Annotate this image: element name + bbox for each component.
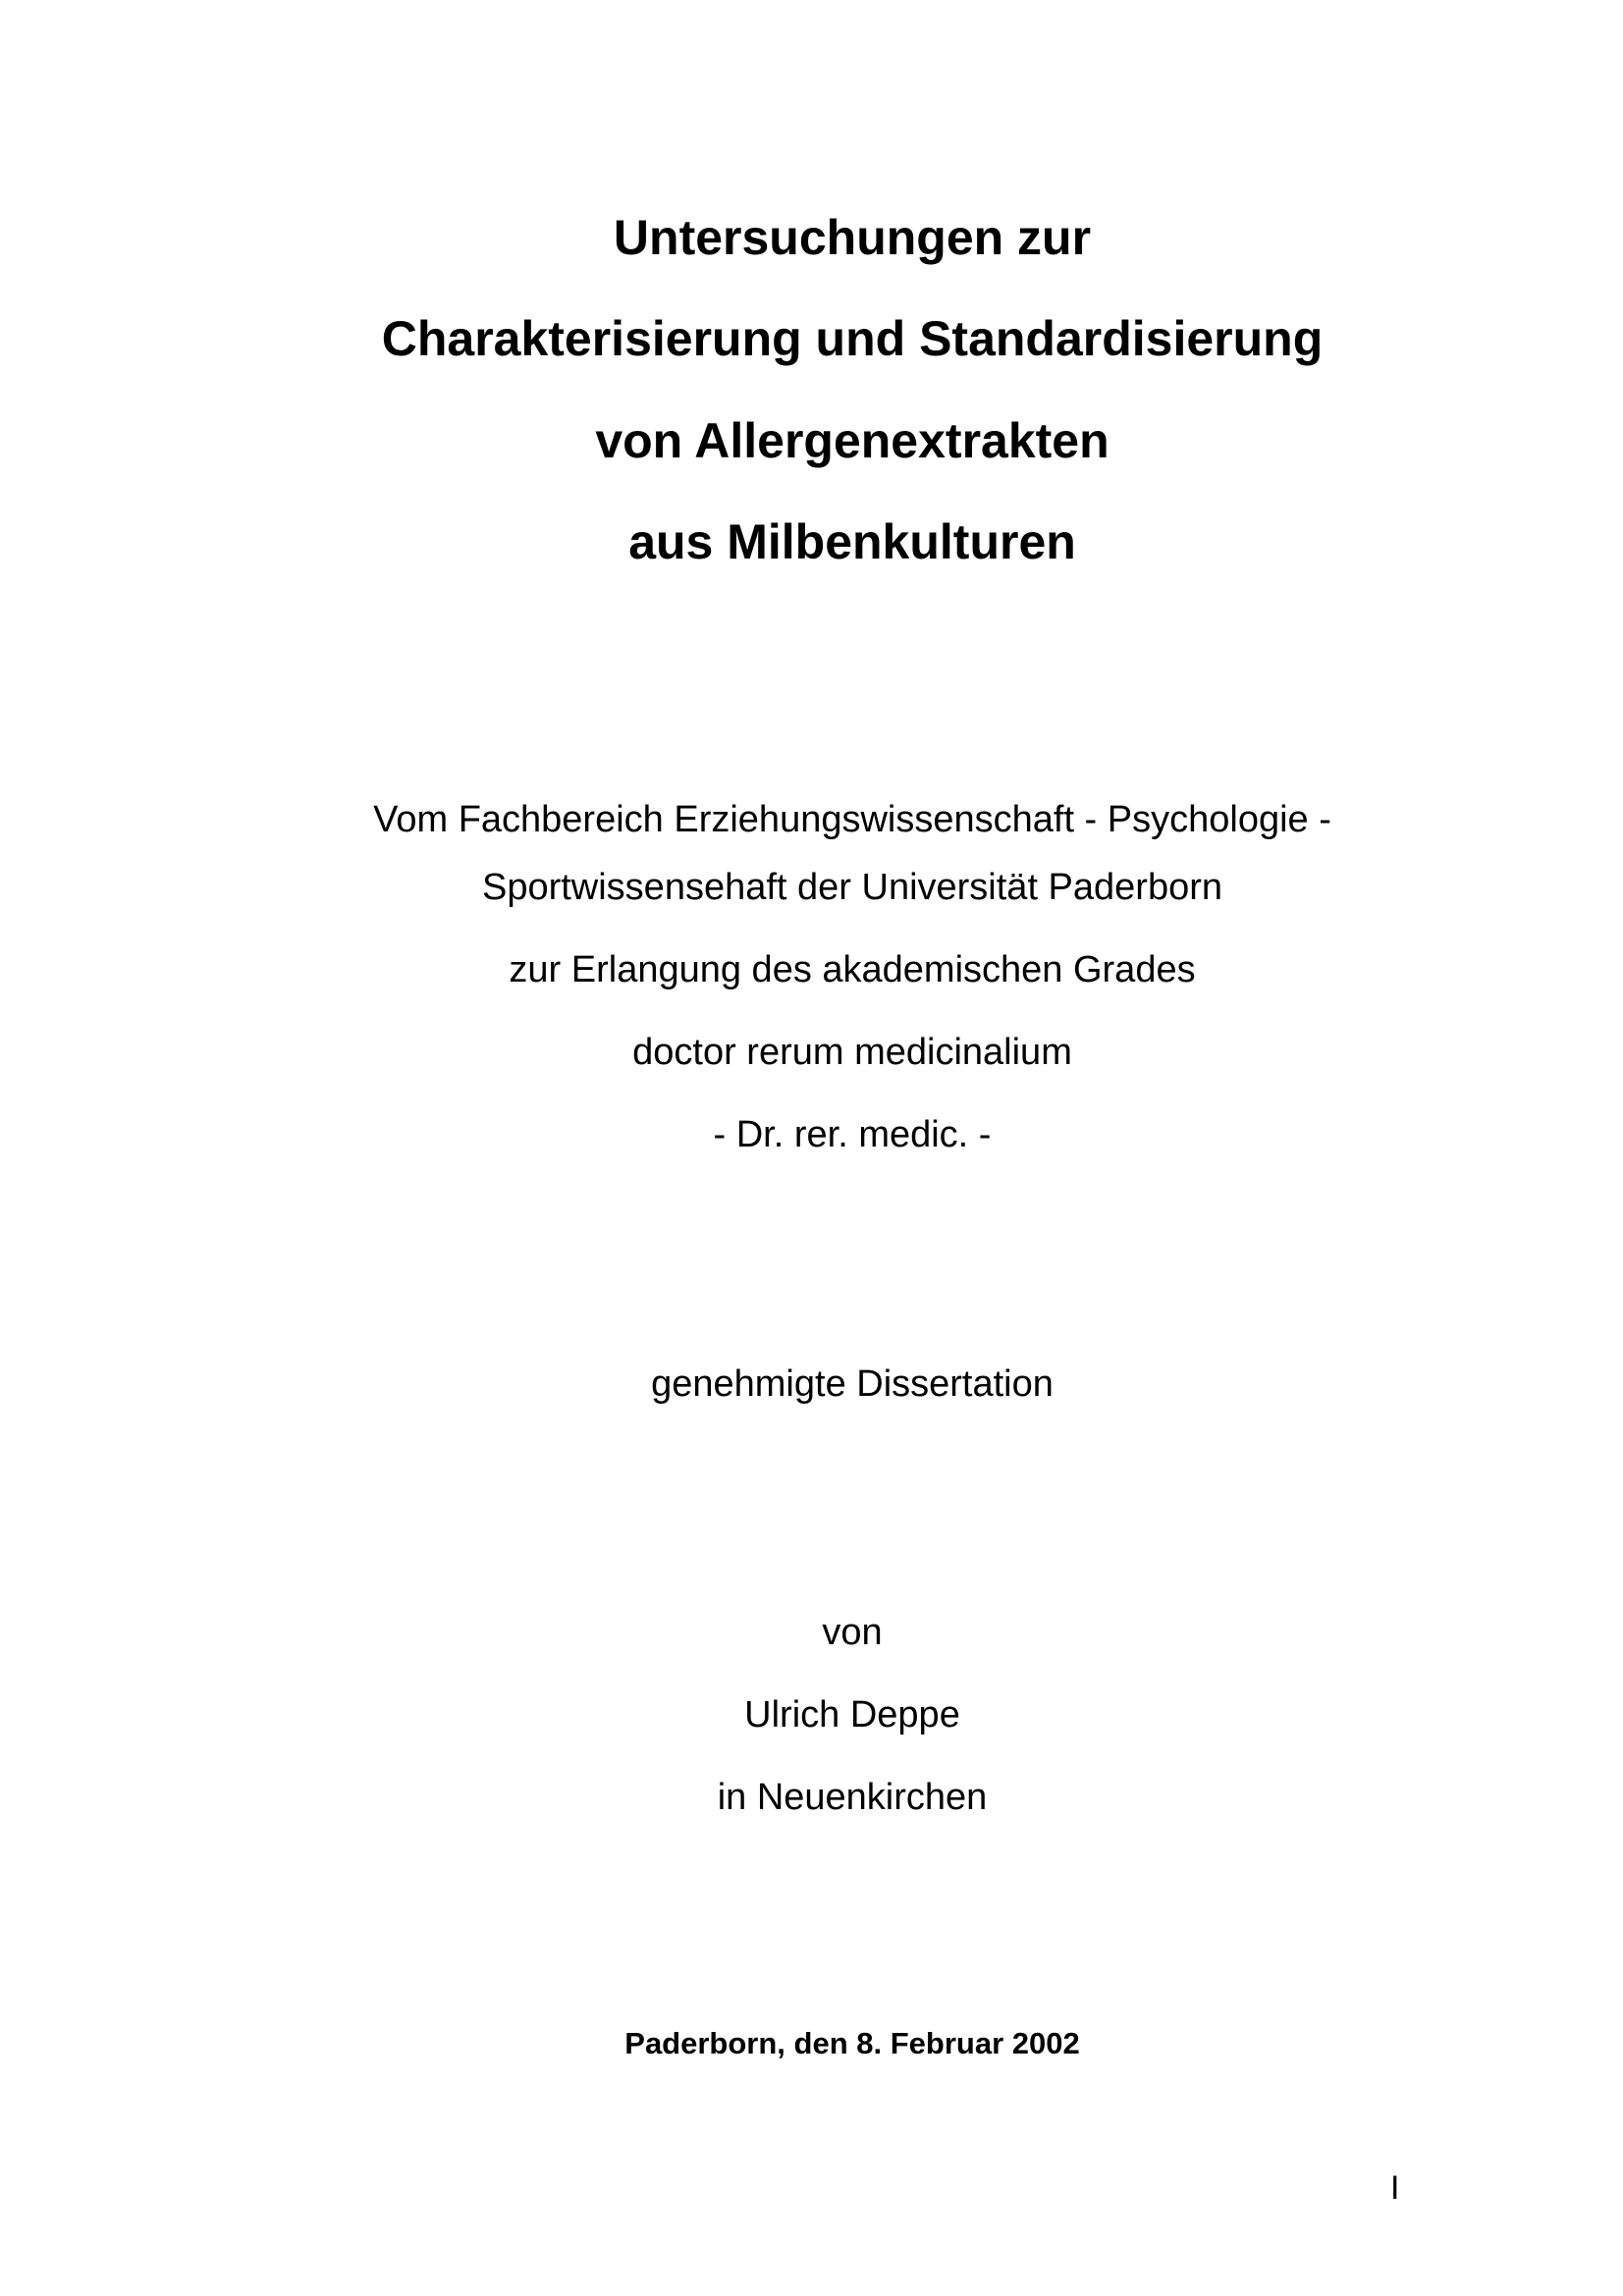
title-line-3: von Allergenextrakten bbox=[595, 413, 1109, 468]
faculty-line-4: doctor rerum medicinalium bbox=[632, 1032, 1072, 1073]
title-line-2: Charakterisierung und Standardisierung bbox=[381, 311, 1324, 366]
faculty-line-3: zur Erlangung des akademischen Grades bbox=[509, 949, 1196, 990]
title-line-4: aus Milbenkulturen bbox=[628, 514, 1076, 569]
faculty-line-1: Vom Fachbereich Erziehungswissenschaft - Psychologie - bbox=[373, 799, 1331, 840]
author-place: in Neuenkirchen bbox=[717, 1777, 988, 1818]
page-number: I bbox=[1390, 2169, 1400, 2207]
author-von: von bbox=[822, 1612, 883, 1653]
dissertation-label: genehmigte Dissertation bbox=[651, 1363, 1054, 1405]
faculty-line-2: Sportwissensehaft der Universität Paderborn bbox=[481, 867, 1223, 908]
faculty-line-5: - Dr. rer. medic. - bbox=[713, 1114, 992, 1155]
date-line: Paderborn, den 8. Februar 2002 bbox=[624, 2026, 1080, 2060]
author-name: Ulrich Deppe bbox=[744, 1694, 960, 1735]
title-line-1: Untersuchungen zur bbox=[613, 210, 1092, 265]
